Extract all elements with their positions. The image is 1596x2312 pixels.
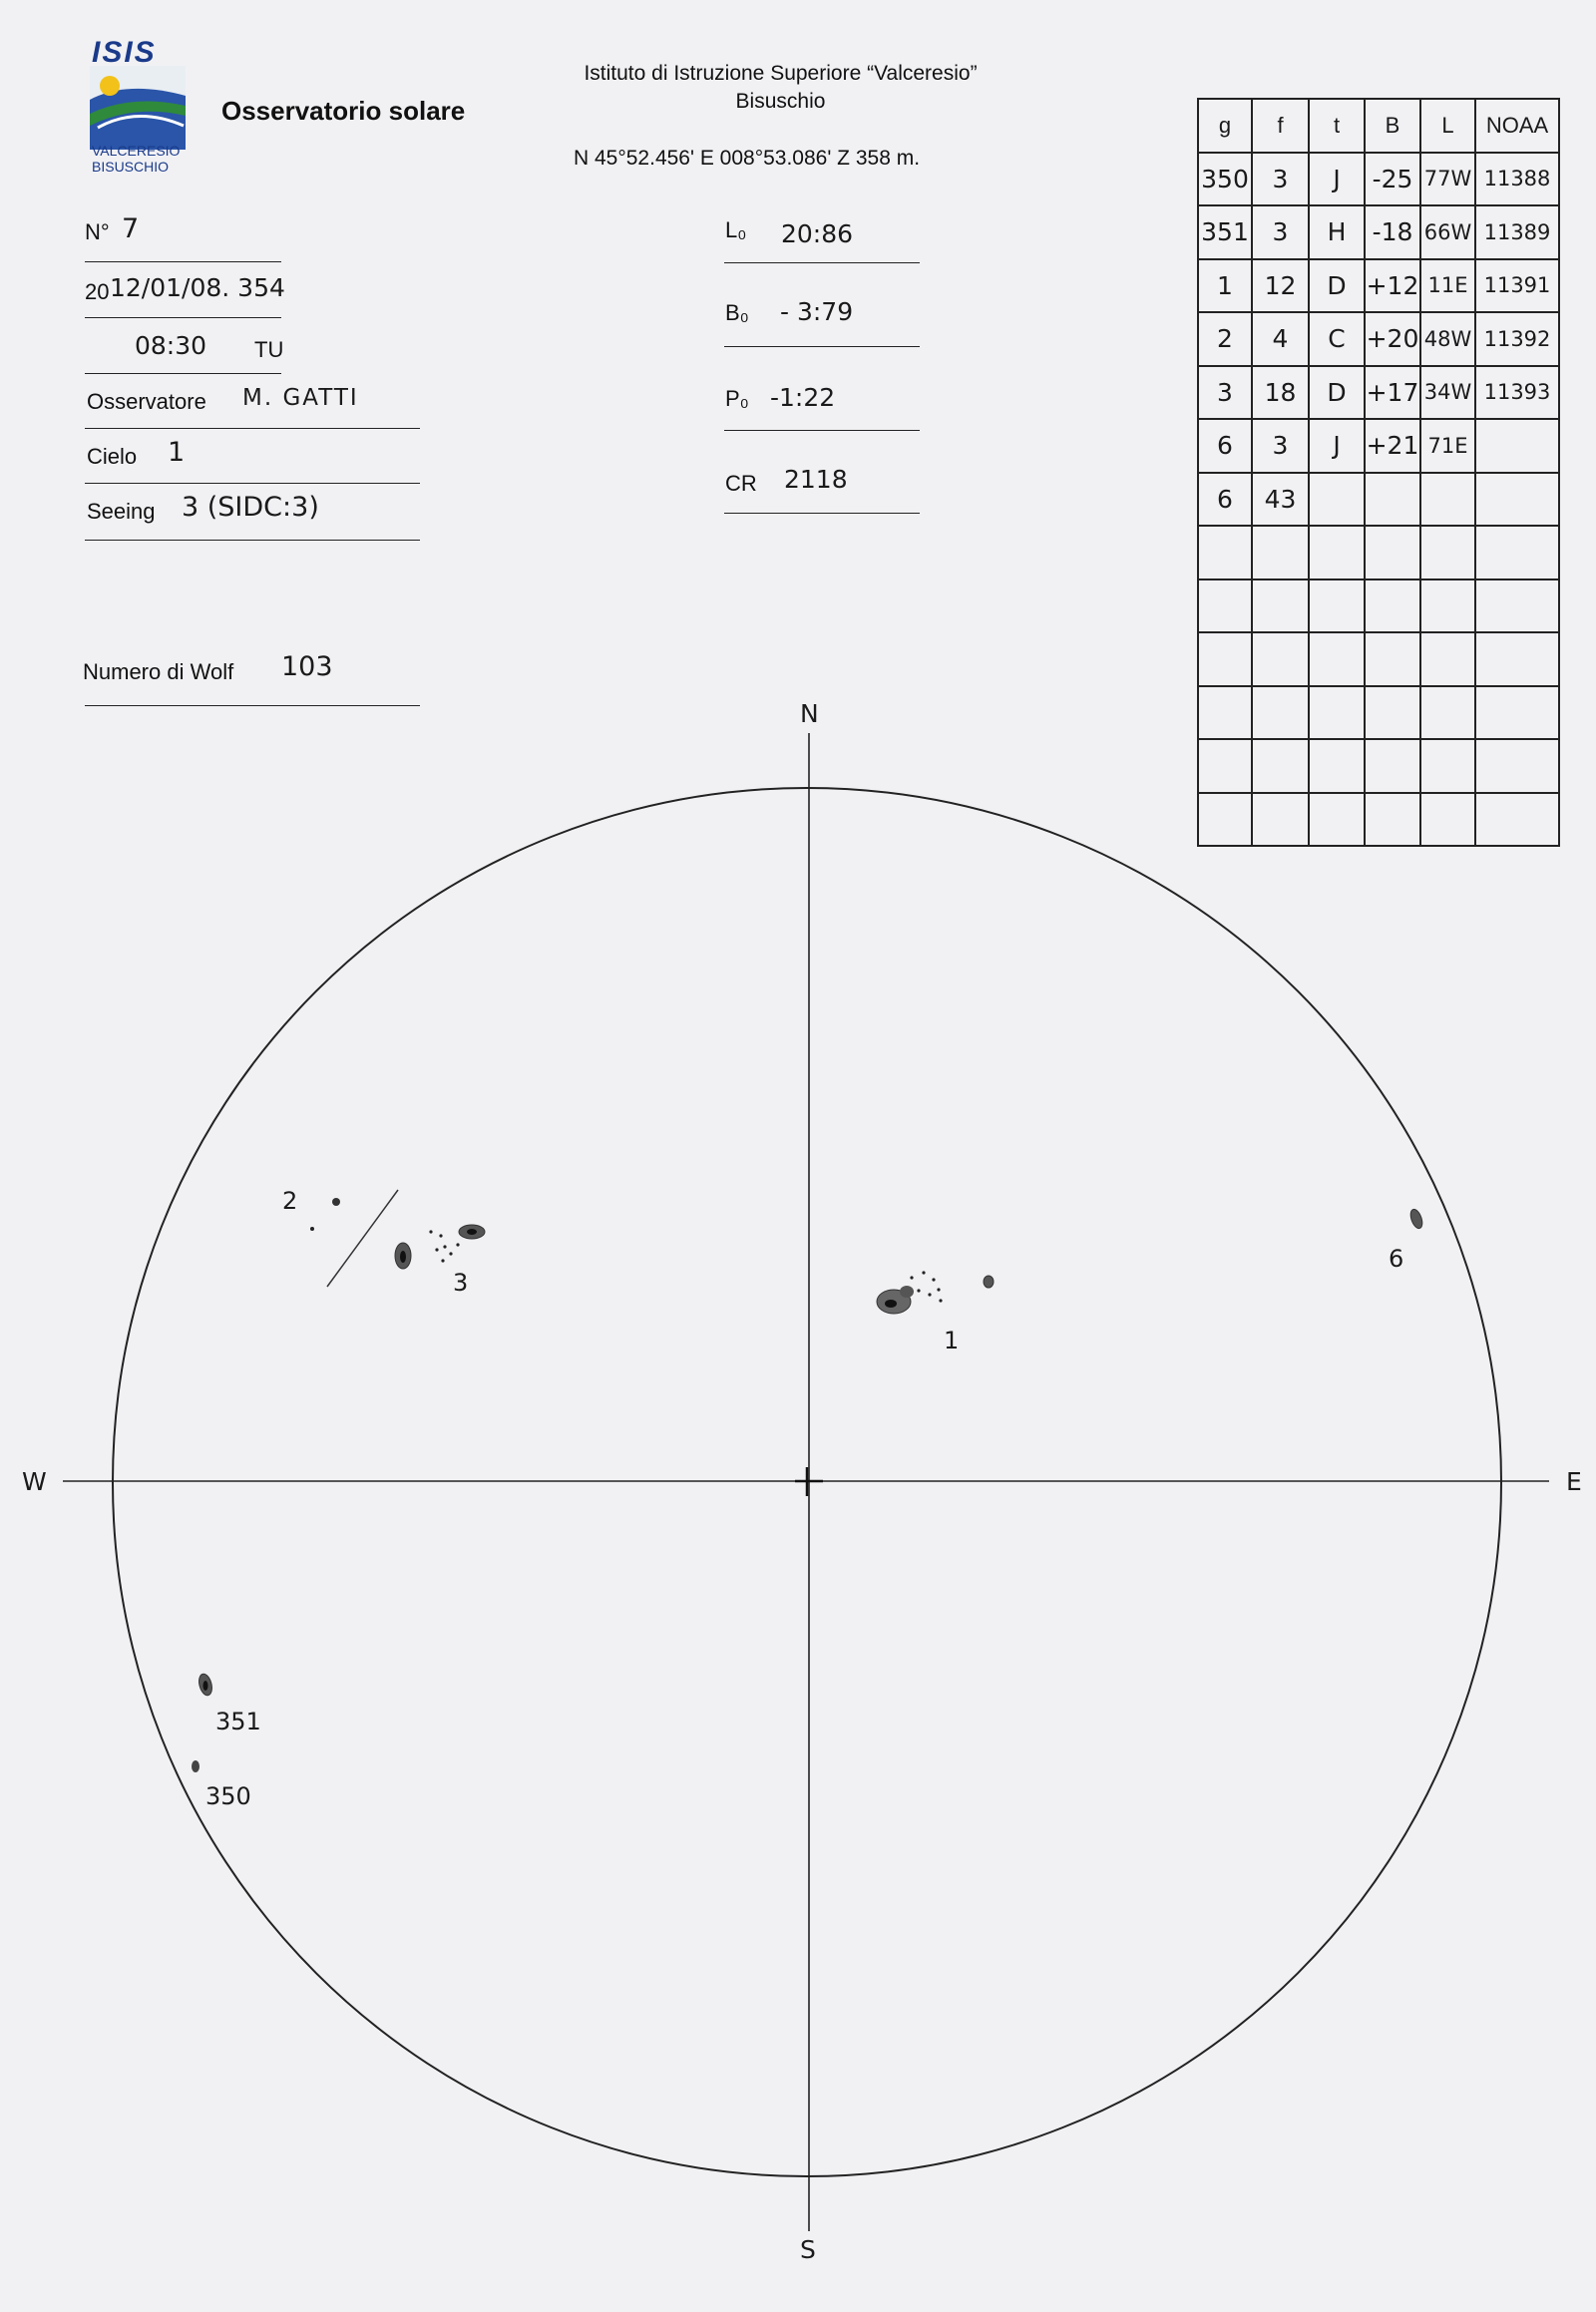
column-header-t: t [1309,99,1365,153]
table-cell: 11388 [1475,153,1559,206]
table-cell: C [1309,312,1365,366]
p0-label: P₀ [725,386,749,411]
group-label-350: 350 [205,1782,251,1810]
sunspot-group-6-spot [1408,1208,1424,1230]
column-header-noaa: NOAA [1475,99,1559,153]
column-header-l: L [1420,99,1475,153]
sky-label: Cielo [87,444,138,469]
table-cell: 11393 [1475,366,1559,420]
table-cell: 66W [1420,205,1475,259]
sky-value: 1 [168,437,186,468]
table-cell: D [1309,259,1365,313]
table-cell: 11391 [1475,259,1559,313]
carrington-value: 2118 [784,465,848,494]
table-cell: 350 [1198,153,1252,206]
group-label-351: 351 [215,1708,261,1735]
column-header-g: g [1198,99,1252,153]
table-cell: 43 [1252,473,1309,527]
table-cell: 3 [1252,205,1309,259]
date-prefix: 20 [85,279,110,304]
column-header-b: B [1365,99,1420,153]
table-cell: 48W [1420,312,1475,366]
logo-subtitle-2: BISUSCHIO [92,159,170,175]
wolf-number-label: Numero di Wolf [83,659,234,684]
table-cell: J [1309,153,1365,206]
date-value: 12/01/08. 354 [110,273,285,302]
table-cell: 34W [1420,366,1475,420]
sunspot-group-2-pore [310,1227,314,1231]
sunspot-group-2-spot [332,1198,340,1206]
table-cell: 3 [1198,366,1252,420]
observatory-title: Osservatorio solare [221,96,466,126]
sunspot-group-3-umbra [400,1251,406,1263]
table-cell: 4 [1252,312,1309,366]
west-label: W [22,1467,47,1496]
sunspot-group-1-follower [984,1276,994,1288]
observer-label: Osservatore [87,389,206,414]
table-cell: -25 [1365,153,1420,206]
table-cell: 1 [1198,259,1252,313]
b0-value: - 3:79 [780,297,854,326]
table-cell: 77W [1420,153,1475,206]
south-label: S [800,2235,816,2264]
logo-wordmark: ISIS [92,36,157,69]
wolf-number-value: 103 [281,651,333,682]
group-label-2: 2 [282,1187,298,1215]
institute-name: Istituto di Istruzione Superiore “Valceresio” [584,62,978,85]
table-cell: 12 [1252,259,1309,313]
table-cell: 71E [1420,419,1475,473]
table-cell: +17 [1365,366,1420,420]
table-cell: 11392 [1475,312,1559,366]
table-cell: J [1309,419,1365,473]
table-cell: H [1309,205,1365,259]
observatory-coordinates: N 45°52.456' E 008°53.086' Z 358 m. [574,147,921,170]
seeing-value: 3 (SIDC:3) [182,492,319,523]
number-label: N° [85,219,110,244]
table-cell: 6 [1198,419,1252,473]
table-cell: 2 [1198,312,1252,366]
table-cell: 11E [1420,259,1475,313]
group-label-6: 6 [1389,1245,1404,1273]
column-header-f: f [1252,99,1309,153]
observer-value: M. GATTI [242,385,359,411]
table-cell: 3 [1252,153,1309,206]
group-label-3: 3 [453,1269,469,1297]
table-cell: -18 [1365,205,1420,259]
l0-value: 20:86 [781,219,854,248]
seeing-label: Seeing [87,499,156,524]
north-label: N [800,699,819,728]
east-label: E [1566,1467,1582,1496]
carrington-label: CR [725,471,757,496]
b0-label: B₀ [725,300,749,325]
time-value: 08:30 [135,331,207,360]
table-cell: +21 [1365,419,1420,473]
table-cell: +20 [1365,312,1420,366]
logo-subtitle-1: VALCERESIO [92,143,181,159]
institute-town: Bisuschio [735,90,826,113]
time-unit: TU [254,337,284,362]
table-cell: 351 [1198,205,1252,259]
number-value: 7 [122,213,140,244]
group-label-1: 1 [944,1327,960,1354]
p0-value: -1:22 [770,383,836,412]
l0-label: L₀ [725,217,747,242]
table-cell: 3 [1252,419,1309,473]
table-cell: 6 [1198,473,1252,527]
table-cell: 11389 [1475,205,1559,259]
table-cell: D [1309,366,1365,420]
table-cell: 18 [1252,366,1309,420]
sunspot-group-350-spot [192,1760,200,1772]
table-cell: +12 [1365,259,1420,313]
